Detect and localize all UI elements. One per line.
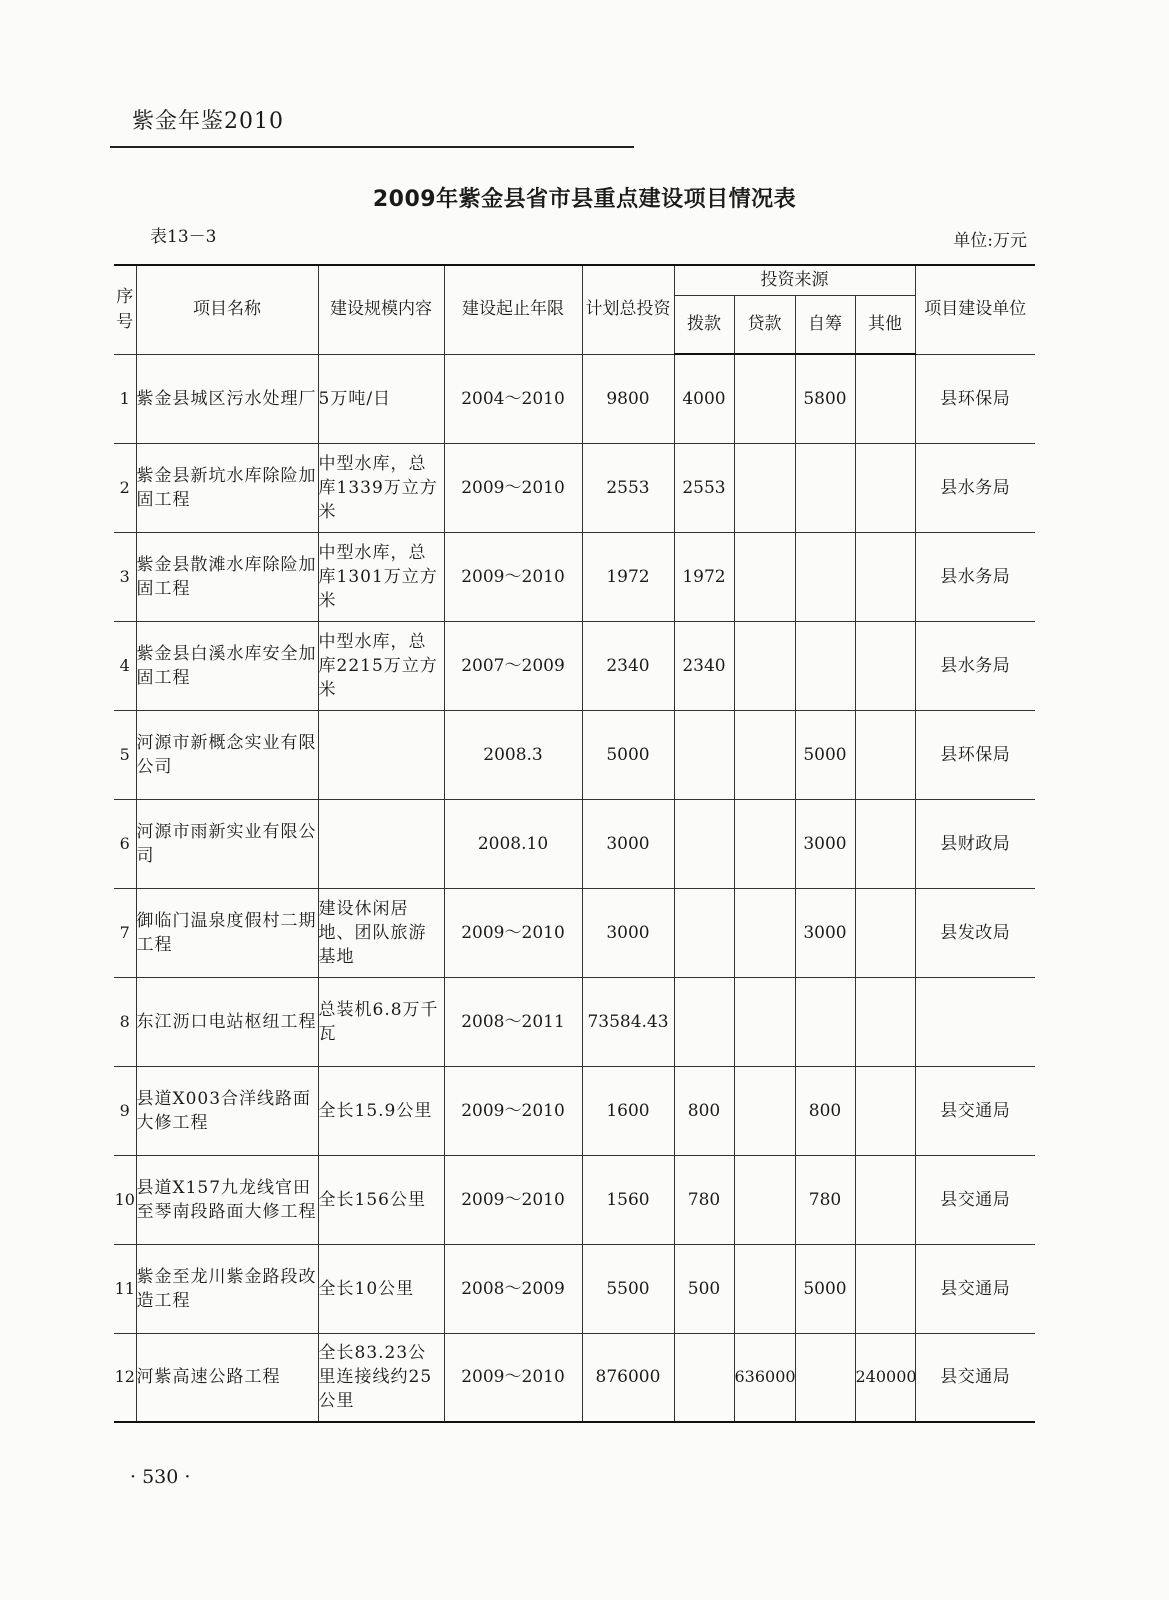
- cell-period: 2008～2011: [444, 977, 582, 1066]
- cell-unit: 县交通局: [915, 1155, 1035, 1244]
- cell-total: 5000: [582, 710, 674, 799]
- cell-seq: 4: [114, 621, 136, 710]
- table-row: [114, 710, 1035, 799]
- cell-self-raised: 5000: [795, 1244, 855, 1333]
- cell-unit: 县水务局: [915, 621, 1035, 710]
- cell-loan: [734, 621, 795, 710]
- col-other-header: 其他: [855, 296, 915, 355]
- cell-loan: [734, 532, 795, 621]
- cell-other: [855, 977, 915, 1066]
- cell-other: [855, 1244, 915, 1333]
- running-head-title: 紫金年鉴2010: [132, 109, 284, 134]
- cell-other: [855, 710, 915, 799]
- cell-loan: [734, 710, 795, 799]
- cell-scale: 建设休闲居地、团队旅游基地: [318, 888, 444, 977]
- cell-loan: [734, 1066, 795, 1155]
- cell-scale: 全长10公里: [318, 1244, 444, 1333]
- cell-other: 240000: [855, 1333, 915, 1422]
- cell-self-raised: 5800: [795, 354, 855, 443]
- cell-name: 紫金县散滩水库除险加固工程: [136, 532, 318, 621]
- cell-scale: 全长156公里: [318, 1155, 444, 1244]
- cell-scale: 全长83.23公里连接线约25公里: [318, 1333, 444, 1422]
- cell-scale: 总装机6.8万千瓦: [318, 977, 444, 1066]
- cell-scale: 中型水库，总库1301万立方米: [318, 532, 444, 621]
- cell-loan: [734, 1155, 795, 1244]
- cell-seq: 10: [114, 1155, 136, 1244]
- cell-seq: 11: [114, 1244, 136, 1333]
- cell-unit: 县发改局: [915, 888, 1035, 977]
- cell-seq: 6: [114, 799, 136, 888]
- cell-total: 876000: [582, 1333, 674, 1422]
- cell-total: 3000: [582, 799, 674, 888]
- table-row: [114, 1244, 1035, 1333]
- table-row: [114, 1155, 1035, 1244]
- cell-scale: [318, 799, 444, 888]
- cell-allocation: 780: [674, 1155, 734, 1244]
- cell-allocation: [674, 977, 734, 1066]
- table-row: [114, 977, 1035, 1066]
- cell-total: 1560: [582, 1155, 674, 1244]
- cell-seq: 8: [114, 977, 136, 1066]
- cell-loan: [734, 888, 795, 977]
- cell-name: 紫金至龙川紫金路段改造工程: [136, 1244, 318, 1333]
- cell-loan: [734, 443, 795, 532]
- col-seq-header: 序号: [114, 265, 136, 354]
- col-name-header: 项目名称: [136, 265, 318, 354]
- cell-allocation: [674, 710, 734, 799]
- cell-unit: 县交通局: [915, 1066, 1035, 1155]
- cell-self-raised: 3000: [795, 799, 855, 888]
- col-allocation-header: 拨款: [674, 296, 734, 355]
- cell-total: 1972: [582, 532, 674, 621]
- cell-allocation: [674, 1333, 734, 1422]
- cell-unit: 县环保局: [915, 710, 1035, 799]
- cell-name: 东江沥口电站枢纽工程: [136, 977, 318, 1066]
- cell-seq: 9: [114, 1066, 136, 1155]
- cell-name: 河源市雨新实业有限公司: [136, 799, 318, 888]
- cell-self-raised: [795, 1333, 855, 1422]
- header-rule: [110, 146, 634, 148]
- cell-other: [855, 443, 915, 532]
- cell-seq: 2: [114, 443, 136, 532]
- cell-unit: 县水务局: [915, 443, 1035, 532]
- cell-seq: 5: [114, 710, 136, 799]
- table-number: 表13－3: [150, 227, 217, 247]
- cell-period: 2007～2009: [444, 621, 582, 710]
- cell-name: 县道X157九龙线官田至琴南段路面大修工程: [136, 1155, 318, 1244]
- cell-period: 2009～2010: [444, 1066, 582, 1155]
- col-period-header: 建设起止年限: [444, 265, 582, 354]
- cell-seq: 1: [114, 354, 136, 443]
- cell-name: 紫金县新坑水库除险加固工程: [136, 443, 318, 532]
- cell-allocation: 500: [674, 1244, 734, 1333]
- cell-loan: [734, 977, 795, 1066]
- cell-allocation: 2553: [674, 443, 734, 532]
- cell-other: [855, 799, 915, 888]
- cell-allocation: 4000: [674, 354, 734, 443]
- cell-allocation: 2340: [674, 621, 734, 710]
- col-scale-header: 建设规模内容: [318, 265, 444, 354]
- cell-self-raised: 3000: [795, 888, 855, 977]
- col-unit-header: 项目建设单位: [915, 265, 1035, 354]
- cell-name: 紫金县城区污水处理厂: [136, 354, 318, 443]
- table-row: [114, 621, 1035, 710]
- cell-other: [855, 888, 915, 977]
- cell-other: [855, 621, 915, 710]
- cell-unit: 县交通局: [915, 1333, 1035, 1422]
- cell-period: 2008.3: [444, 710, 582, 799]
- cell-allocation: [674, 799, 734, 888]
- cell-unit: [915, 977, 1035, 1066]
- cell-total: 2553: [582, 443, 674, 532]
- cell-self-raised: 800: [795, 1066, 855, 1155]
- cell-other: [855, 354, 915, 443]
- table-row: [114, 354, 1035, 443]
- cell-unit: 县财政局: [915, 799, 1035, 888]
- cell-loan: [734, 354, 795, 443]
- col-self-raised-header: 自筹: [795, 296, 855, 355]
- cell-scale: 5万吨/日: [318, 354, 444, 443]
- table-row: [114, 1333, 1035, 1422]
- table-title: 2009年紫金县省市县重点建设项目情况表: [372, 187, 797, 212]
- cell-period: 2009～2010: [444, 1155, 582, 1244]
- cell-total: 1600: [582, 1066, 674, 1155]
- cell-total: 3000: [582, 888, 674, 977]
- cell-other: [855, 1066, 915, 1155]
- cell-loan: [734, 1244, 795, 1333]
- cell-other: [855, 532, 915, 621]
- cell-seq: 12: [114, 1333, 136, 1422]
- cell-name: 河紫高速公路工程: [136, 1333, 318, 1422]
- table-unit: 单位:万元: [953, 231, 1027, 251]
- cell-self-raised: 780: [795, 1155, 855, 1244]
- cell-unit: 县环保局: [915, 354, 1035, 443]
- cell-period: 2009～2010: [444, 1333, 582, 1422]
- cell-seq: 7: [114, 888, 136, 977]
- col-loan-header: 贷款: [734, 296, 795, 355]
- col-total-header: 计划总投资: [582, 265, 674, 354]
- cell-period: 2008.10: [444, 799, 582, 888]
- cell-allocation: 800: [674, 1066, 734, 1155]
- cell-self-raised: [795, 621, 855, 710]
- projects-table: [114, 264, 1035, 1423]
- cell-period: 2009～2010: [444, 443, 582, 532]
- page-number: · 530 ·: [130, 1466, 191, 1488]
- cell-scale: 全长15.9公里: [318, 1066, 444, 1155]
- cell-period: 2004～2010: [444, 354, 582, 443]
- cell-loan: 636000: [734, 1333, 795, 1422]
- table-row: [114, 888, 1035, 977]
- cell-allocation: 1972: [674, 532, 734, 621]
- col-source-header: 投资来源: [674, 265, 915, 296]
- cell-seq: 3: [114, 532, 136, 621]
- cell-self-raised: [795, 443, 855, 532]
- cell-unit: 县交通局: [915, 1244, 1035, 1333]
- cell-total: 9800: [582, 354, 674, 443]
- table-row: [114, 799, 1035, 888]
- cell-loan: [734, 799, 795, 888]
- cell-allocation: [674, 888, 734, 977]
- cell-self-raised: [795, 977, 855, 1066]
- cell-scale: 中型水库，总库1339万立方米: [318, 443, 444, 532]
- cell-period: 2009～2010: [444, 888, 582, 977]
- table-row: [114, 532, 1035, 621]
- cell-name: 河源市新概念实业有限公司: [136, 710, 318, 799]
- cell-scale: [318, 710, 444, 799]
- cell-self-raised: [795, 532, 855, 621]
- cell-total: 2340: [582, 621, 674, 710]
- cell-period: 2009～2010: [444, 532, 582, 621]
- cell-self-raised: 5000: [795, 710, 855, 799]
- table-row: [114, 1066, 1035, 1155]
- table-row: [114, 443, 1035, 532]
- cell-name: 御临门温泉度假村二期工程: [136, 888, 318, 977]
- cell-name: 紫金县白溪水库安全加固工程: [136, 621, 318, 710]
- cell-unit: 县水务局: [915, 532, 1035, 621]
- cell-period: 2008～2009: [444, 1244, 582, 1333]
- cell-name: 县道X003合洋线路面大修工程: [136, 1066, 318, 1155]
- cell-total: 73584.43: [582, 977, 674, 1066]
- cell-scale: 中型水库，总库2215万立方米: [318, 621, 444, 710]
- cell-other: [855, 1155, 915, 1244]
- cell-total: 5500: [582, 1244, 674, 1333]
